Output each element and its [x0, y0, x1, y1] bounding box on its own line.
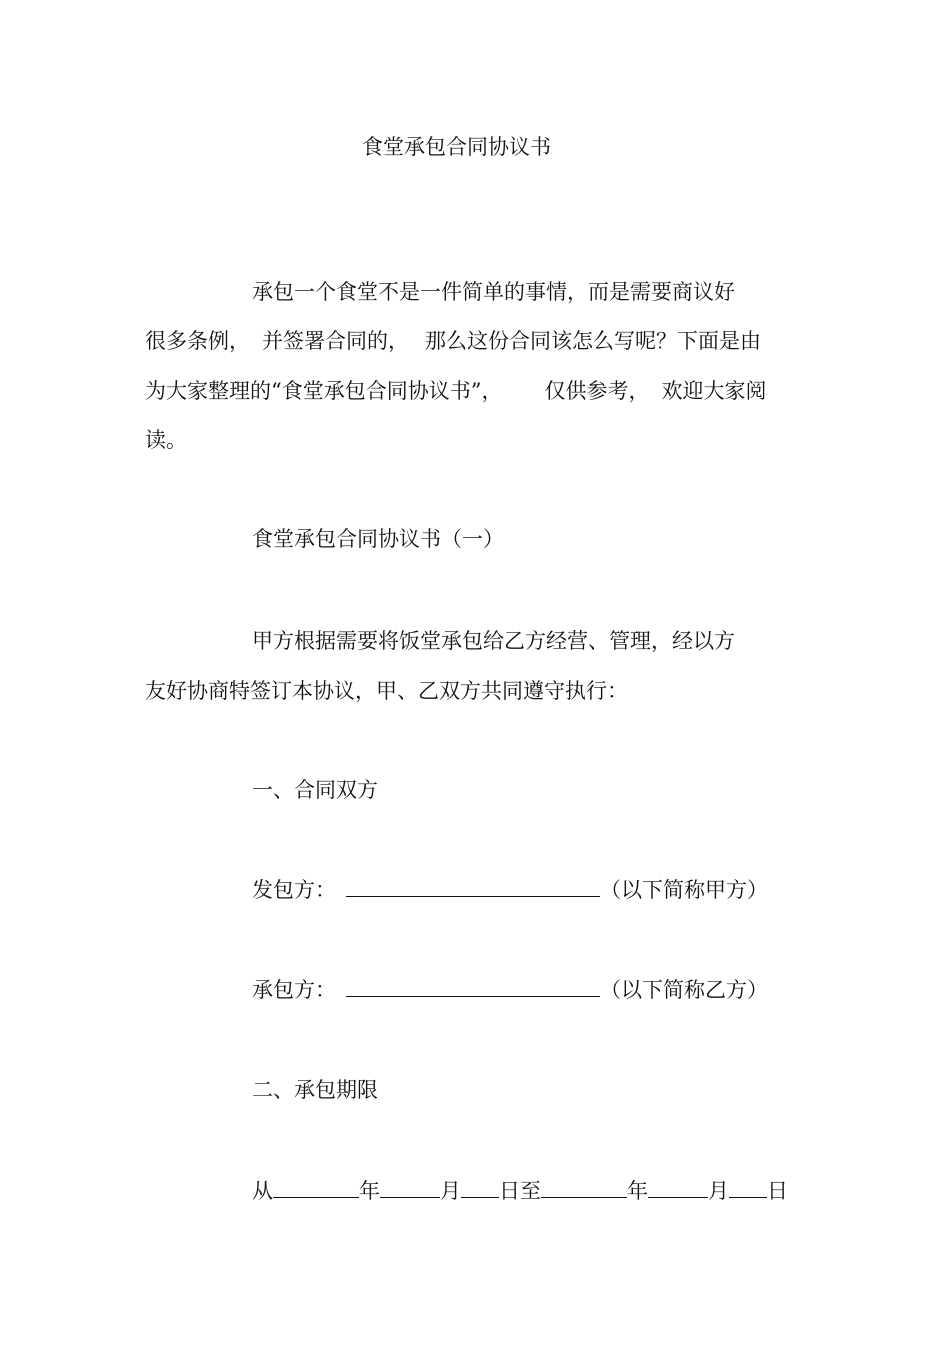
end-year-blank[interactable]	[541, 1177, 627, 1198]
end-month-label: 月	[708, 1179, 729, 1203]
party-a-row	[252, 875, 768, 905]
term-row	[252, 1176, 788, 1206]
preamble-line-1: 甲方根据需要将饭堂承包给乙方经营、管理，经以方	[252, 629, 735, 653]
intro-line-4: 读。	[145, 428, 187, 452]
party-a-note: （以下简称甲方）	[600, 878, 768, 902]
party-b-row	[252, 975, 768, 1005]
party-b-note: （以下简称乙方）	[600, 978, 768, 1002]
end-month-blank[interactable]	[648, 1177, 708, 1198]
party-b-label: 承包方：	[252, 978, 336, 1002]
section-title: 食堂承包合同协议书（一）	[252, 527, 504, 551]
intro-line-1: 承包一个食堂不是一件简单的事情，而是需要商议好	[252, 280, 735, 304]
term-from-label: 从	[252, 1179, 273, 1203]
intro-line-3-part-c: 欢迎大家阅	[661, 379, 767, 403]
party-b-blank[interactable]	[346, 976, 600, 997]
start-month-label: 月	[440, 1179, 461, 1203]
start-year-blank[interactable]	[273, 1177, 359, 1198]
party-a-blank[interactable]	[346, 876, 600, 897]
intro-line-2-part-b: 并签署合同的，	[262, 329, 409, 353]
party-a-label: 发包方：	[252, 878, 336, 902]
term-to-label: 日至	[499, 1179, 541, 1203]
start-year-label: 年	[359, 1179, 380, 1203]
intro-line-2	[145, 326, 761, 356]
intro-line-3-part-a: 为大家整理的“食堂承包合同协议书”，	[145, 379, 503, 403]
document-title: 食堂承包合同协议书	[362, 135, 551, 159]
end-day-label: 日	[767, 1179, 788, 1203]
start-day-blank[interactable]	[461, 1177, 499, 1198]
clause-1-heading: 一、合同双方	[252, 778, 378, 802]
intro-line-3-part-b: 仅供参考，	[544, 379, 650, 403]
start-month-blank[interactable]	[380, 1177, 440, 1198]
intro-line-2-part-a: 很多条例，	[145, 329, 250, 353]
end-day-blank[interactable]	[729, 1177, 767, 1198]
clause-2-heading: 二、承包期限	[252, 1078, 378, 1102]
intro-line-2-part-c: 那么这份合同该怎么写呢？下面是由	[425, 329, 761, 353]
intro-line-3	[145, 376, 766, 406]
end-year-label: 年	[627, 1179, 648, 1203]
preamble-line-2: 友好协商特签订本协议，甲、乙双方共同遵守执行：	[145, 679, 628, 703]
